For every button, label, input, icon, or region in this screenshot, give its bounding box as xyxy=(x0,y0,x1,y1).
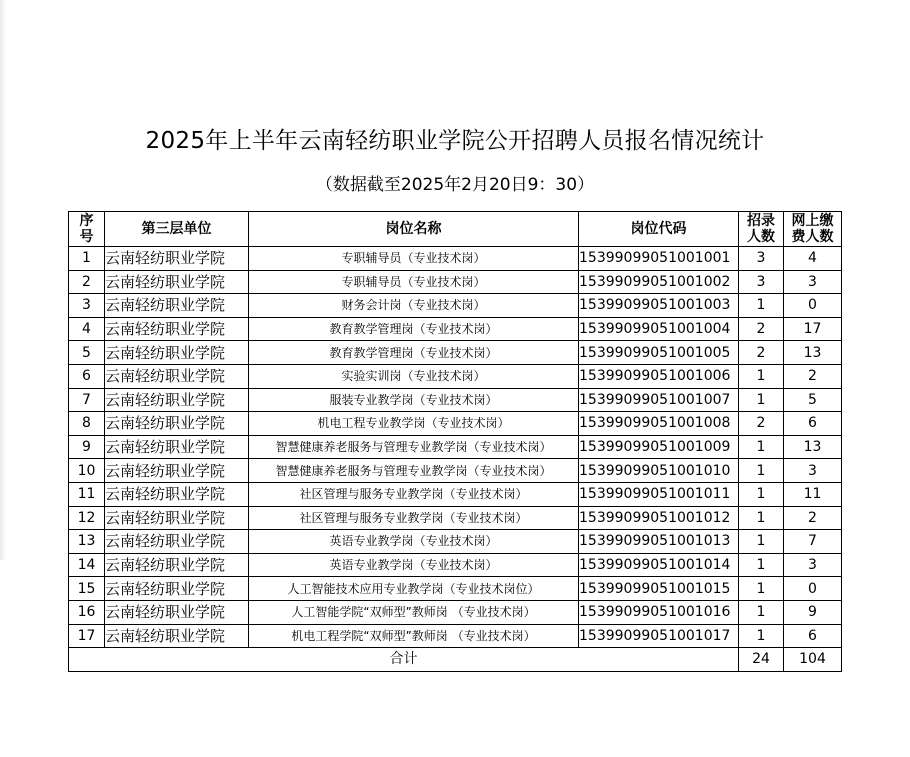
page-edge-shadow xyxy=(0,0,6,560)
cell-paid: 11 xyxy=(784,482,842,506)
cell-quota: 1 xyxy=(739,294,784,318)
cell-no: 3 xyxy=(69,294,105,318)
cell-code: 15399099051001011 xyxy=(579,482,739,506)
total-row xyxy=(69,648,842,672)
cell-post: 专职辅导员（专业技术岗） xyxy=(249,247,579,271)
header-no-line2: 号 xyxy=(79,229,94,245)
cell-unit: 云南轻纺职业学院 xyxy=(105,247,249,271)
cell-quota: 3 xyxy=(739,247,784,271)
cell-unit: 云南轻纺职业学院 xyxy=(105,553,249,577)
cell-post: 英语专业教学岗（专业技术岗） xyxy=(249,553,579,577)
cell-unit: 云南轻纺职业学院 xyxy=(105,459,249,483)
cell-post: 专职辅导员（专业技术岗） xyxy=(249,270,579,294)
header-paid-line2: 费人数 xyxy=(791,229,834,245)
cell-code: 15399099051001015 xyxy=(579,577,739,601)
table-row xyxy=(69,600,842,624)
cell-unit: 云南轻纺职业学院 xyxy=(105,270,249,294)
cell-code: 15399099051001017 xyxy=(579,624,739,648)
table-row xyxy=(69,388,842,412)
header-row xyxy=(69,212,842,247)
table-row xyxy=(69,553,842,577)
header-quota-line2: 人数 xyxy=(747,229,775,245)
cell-paid: 6 xyxy=(784,624,842,648)
header-code: 岗位代码 xyxy=(579,212,739,247)
cell-post: 人工智能学院“双师型”教师岗 （专业技术岗） xyxy=(249,600,579,624)
cell-quota: 1 xyxy=(739,553,784,577)
table-row xyxy=(69,577,842,601)
cell-unit: 云南轻纺职业学院 xyxy=(105,506,249,530)
cell-quota: 2 xyxy=(739,412,784,436)
cell-no: 5 xyxy=(69,341,105,365)
cell-no: 8 xyxy=(69,412,105,436)
cell-paid: 2 xyxy=(784,506,842,530)
cell-quota: 1 xyxy=(739,364,784,388)
cell-code: 15399099051001013 xyxy=(579,530,739,554)
cell-post: 服装专业教学岗（专业技术岗） xyxy=(249,388,579,412)
cell-post: 机电工程学院“双师型”教师岗 （专业技术岗） xyxy=(249,624,579,648)
cell-no: 17 xyxy=(69,624,105,648)
cell-unit: 云南轻纺职业学院 xyxy=(105,530,249,554)
cell-paid: 3 xyxy=(784,459,842,483)
table-row xyxy=(69,459,842,483)
table-row xyxy=(69,341,842,365)
cell-post: 人工智能技术应用专业教学岗（专业技术岗位） xyxy=(249,577,579,601)
cell-post: 教育教学管理岗（专业技术岗） xyxy=(249,317,579,341)
table-row xyxy=(69,247,842,271)
table-body xyxy=(69,247,842,672)
header-paid-line1: 网上缴 xyxy=(791,213,834,229)
cell-no: 13 xyxy=(69,530,105,554)
cell-code: 15399099051001009 xyxy=(579,435,739,459)
cell-paid: 0 xyxy=(784,294,842,318)
header-quota xyxy=(739,212,784,247)
table-row xyxy=(69,482,842,506)
cell-unit: 云南轻纺职业学院 xyxy=(105,624,249,648)
cell-unit: 云南轻纺职业学院 xyxy=(105,294,249,318)
cell-code: 15399099051001016 xyxy=(579,600,739,624)
cell-paid: 7 xyxy=(784,530,842,554)
cell-code: 15399099051001008 xyxy=(579,412,739,436)
cell-quota: 1 xyxy=(739,600,784,624)
cell-post: 英语专业教学岗（专业技术岗） xyxy=(249,530,579,554)
cell-code: 15399099051001012 xyxy=(579,506,739,530)
cell-post: 社区管理与服务专业教学岗（专业技术岗） xyxy=(249,506,579,530)
table-row xyxy=(69,624,842,648)
cell-no: 14 xyxy=(69,553,105,577)
table-row xyxy=(69,412,842,436)
cell-code: 15399099051001014 xyxy=(579,553,739,577)
table-row xyxy=(69,435,842,459)
table-row xyxy=(69,294,842,318)
cell-code: 15399099051001003 xyxy=(579,294,739,318)
cell-post: 机电工程专业教学岗（专业技术岗） xyxy=(249,412,579,436)
cell-quota: 3 xyxy=(739,270,784,294)
cell-paid: 0 xyxy=(784,577,842,601)
table-row xyxy=(69,364,842,388)
cell-code: 15399099051001006 xyxy=(579,364,739,388)
cell-quota: 1 xyxy=(739,388,784,412)
cell-no: 12 xyxy=(69,506,105,530)
cell-code: 15399099051001001 xyxy=(579,247,739,271)
header-no-line1: 序 xyxy=(79,213,94,229)
cell-quota: 1 xyxy=(739,530,784,554)
cell-paid: 6 xyxy=(784,412,842,436)
cell-unit: 云南轻纺职业学院 xyxy=(105,435,249,459)
cell-paid: 13 xyxy=(784,341,842,365)
cell-no: 2 xyxy=(69,270,105,294)
registration-table xyxy=(68,211,842,672)
header-no xyxy=(69,212,105,247)
cell-code: 15399099051001010 xyxy=(579,459,739,483)
cell-unit: 云南轻纺职业学院 xyxy=(105,364,249,388)
cell-post: 教育教学管理岗（专业技术岗） xyxy=(249,341,579,365)
cell-no: 4 xyxy=(69,317,105,341)
cell-no: 10 xyxy=(69,459,105,483)
cell-unit: 云南轻纺职业学院 xyxy=(105,482,249,506)
cell-quota: 2 xyxy=(739,317,784,341)
cell-unit: 云南轻纺职业学院 xyxy=(105,577,249,601)
table-row xyxy=(69,530,842,554)
cell-quota: 1 xyxy=(739,506,784,530)
cell-paid: 2 xyxy=(784,364,842,388)
cell-paid: 17 xyxy=(784,317,842,341)
cell-quota: 1 xyxy=(739,459,784,483)
header-post: 岗位名称 xyxy=(249,212,579,247)
cell-code: 15399099051001007 xyxy=(579,388,739,412)
cell-paid: 5 xyxy=(784,388,842,412)
cell-post: 实验实训岗（专业技术岗） xyxy=(249,364,579,388)
table-row xyxy=(69,506,842,530)
cell-no: 1 xyxy=(69,247,105,271)
header-quota-line1: 招录 xyxy=(747,213,775,229)
cell-no: 11 xyxy=(69,482,105,506)
cell-quota: 1 xyxy=(739,624,784,648)
cell-post: 社区管理与服务专业教学岗（专业技术岗） xyxy=(249,482,579,506)
cell-code: 15399099051001002 xyxy=(579,270,739,294)
header-unit: 第三层单位 xyxy=(105,212,249,247)
cell-unit: 云南轻纺职业学院 xyxy=(105,412,249,436)
cell-quota: 2 xyxy=(739,341,784,365)
cell-no: 6 xyxy=(69,364,105,388)
cell-paid: 13 xyxy=(784,435,842,459)
cell-unit: 云南轻纺职业学院 xyxy=(105,317,249,341)
cell-paid: 3 xyxy=(784,270,842,294)
cell-post: 智慧健康养老服务与管理专业教学岗（专业技术岗） xyxy=(249,435,579,459)
cell-paid: 3 xyxy=(784,553,842,577)
document-title: 2025年上半年云南轻纺职业学院公开招聘人员报名情况统计 xyxy=(145,128,765,154)
cell-code: 15399099051001005 xyxy=(579,341,739,365)
cell-no: 16 xyxy=(69,600,105,624)
total-quota: 24 xyxy=(739,648,784,672)
table-header xyxy=(69,212,842,247)
cell-quota: 1 xyxy=(739,482,784,506)
table-row xyxy=(69,317,842,341)
cell-no: 9 xyxy=(69,435,105,459)
cell-no: 15 xyxy=(69,577,105,601)
cell-quota: 1 xyxy=(739,577,784,601)
cell-no: 7 xyxy=(69,388,105,412)
cell-post: 智慧健康养老服务与管理专业教学岗（专业技术岗） xyxy=(249,459,579,483)
cell-unit: 云南轻纺职业学院 xyxy=(105,388,249,412)
cell-paid: 9 xyxy=(784,600,842,624)
cell-unit: 云南轻纺职业学院 xyxy=(105,341,249,365)
cell-post: 财务会计岗（专业技术岗） xyxy=(249,294,579,318)
cell-paid: 4 xyxy=(784,247,842,271)
document-subtitle: （数据截至2025年2月20日9：30） xyxy=(315,175,595,195)
header-paid xyxy=(784,212,842,247)
cell-code: 15399099051001004 xyxy=(579,317,739,341)
cell-quota: 1 xyxy=(739,435,784,459)
total-label: 合计 xyxy=(69,648,739,672)
table-row xyxy=(69,270,842,294)
total-paid: 104 xyxy=(784,648,842,672)
cell-unit: 云南轻纺职业学院 xyxy=(105,600,249,624)
